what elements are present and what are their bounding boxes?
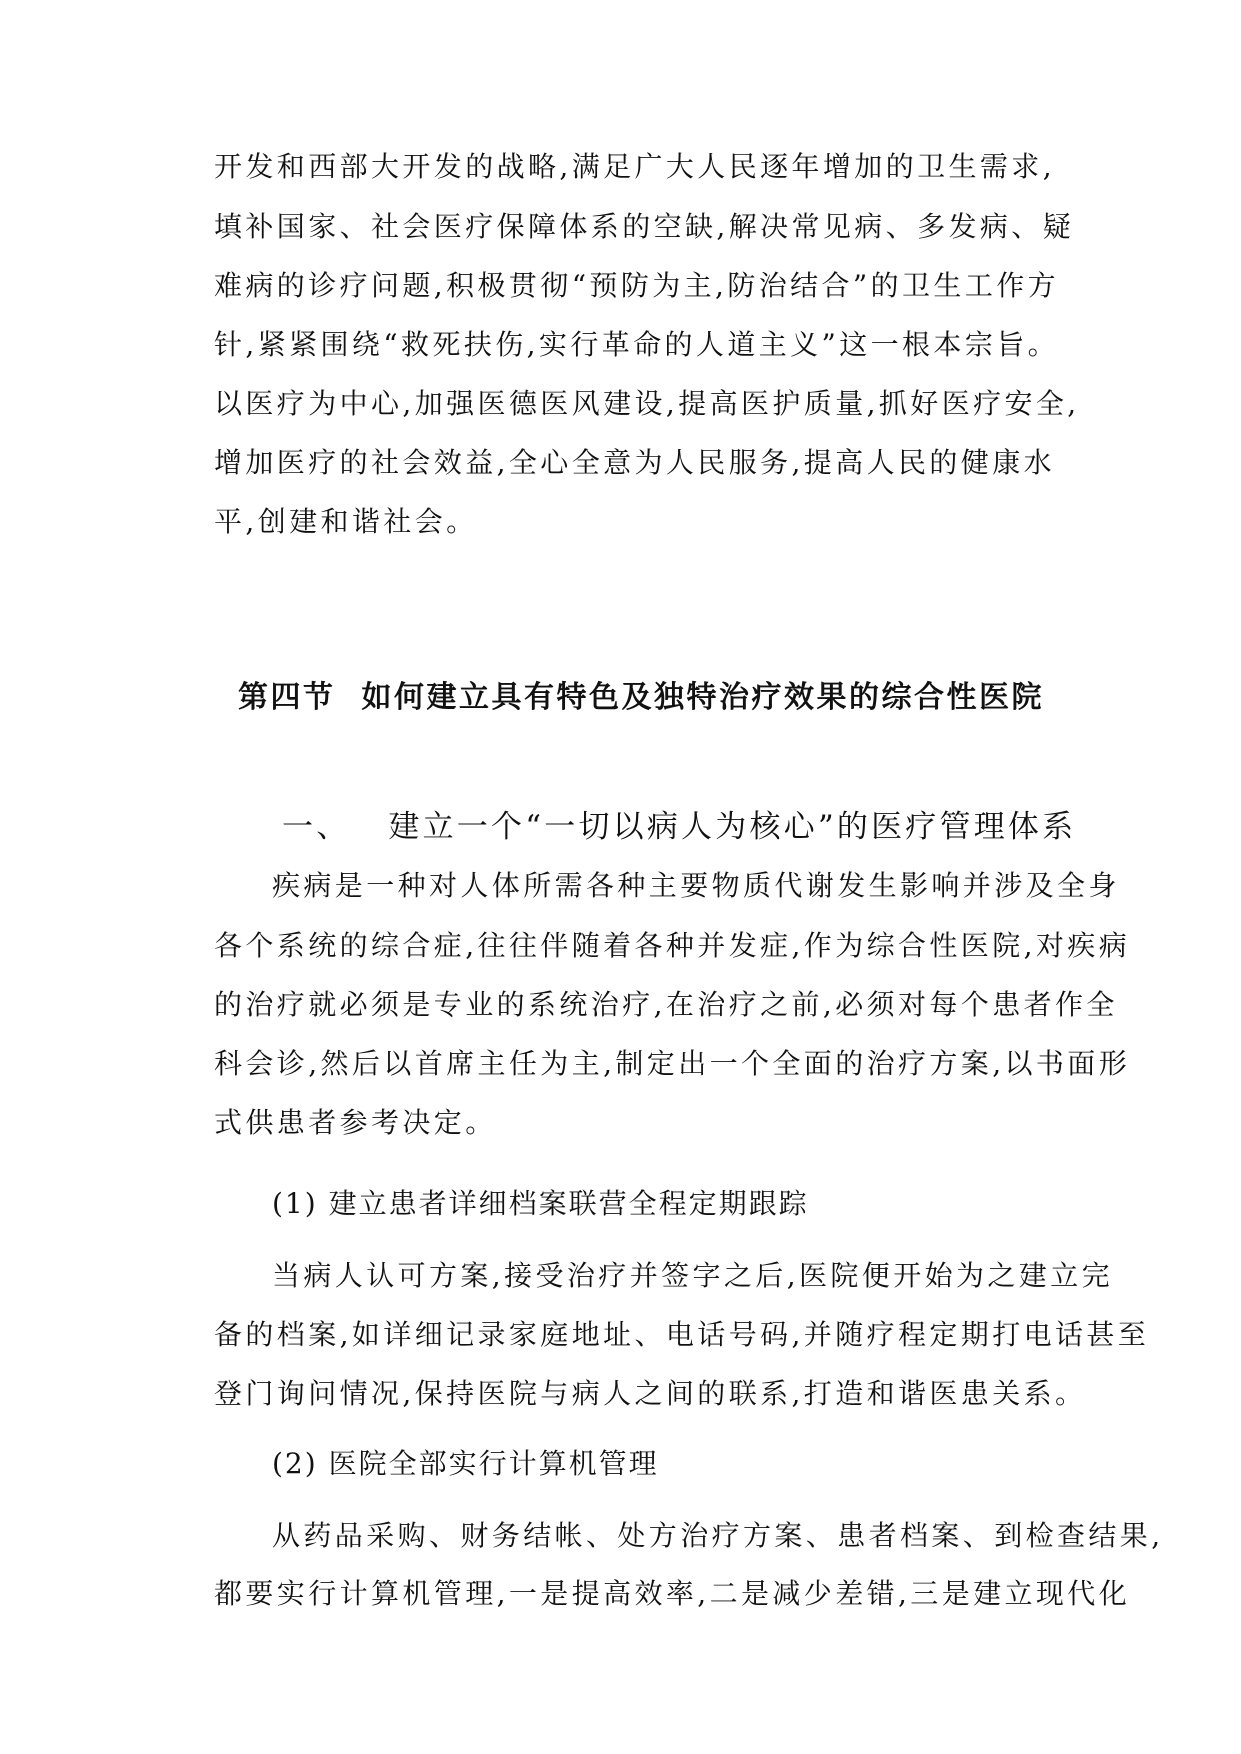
paragraph-line: 科会诊,然后以首席主任为主,制定出一个全面的治疗方案,以书面形 [214, 1047, 1131, 1080]
body-text-line: 增加医疗的社会效益,全心全意为人民服务,提高人民的健康水 [214, 446, 1056, 479]
body-text-line: 以医疗为中心,加强医德医风建设,提高医护质量,抓好医疗安全, [214, 387, 1080, 420]
section-label: 第四节 [238, 680, 336, 715]
section-title: 如何建立具有特色及独特治疗效果的综合性医院 [361, 680, 1044, 715]
paragraph-line: 都要实行计算机管理,一是提高效率,二是减少差错,三是建立现代化 [214, 1577, 1131, 1610]
paragraph-line: 各个系统的综合症,往往伴随着各种并发症,作为综合性医院,对疾病 [214, 929, 1131, 962]
paragraph-line: 登门询问情况,保持医院与病人之间的联系,打造和谐医患关系。 [214, 1377, 1087, 1410]
subsection-number: 一、 [282, 809, 351, 845]
subsection-heading [282, 809, 1077, 845]
paragraph-line: 的治疗就必须是专业的系统治疗,在治疗之前,必须对每个患者作全 [214, 988, 1118, 1021]
paragraph-line: 当病人认可方案,接受治疗并签字之后,医院便开始为之建立完 [272, 1259, 1114, 1292]
body-text-line: 填补国家、社会医疗保障体系的空缺,解决常见病、多发病、疑 [214, 210, 1075, 243]
body-text-line: 开发和西部大开发的战略,满足广大人民逐年增加的卫生需求, [214, 150, 1056, 183]
list-item-heading: (1) 建立患者详细档案联营全程定期跟踪 [272, 1187, 809, 1220]
paragraph-line: 疾病是一种对人体所需各种主要物质代谢发生影响并涉及全身 [272, 869, 1120, 902]
subsection-title: 建立一个“一切以病人为核心”的医疗管理体系 [388, 809, 1077, 845]
body-text-line: 针,紧紧围绕“救死扶伤,实行革命的人道主义”这一根本宗旨。 [214, 328, 1060, 361]
paragraph-line: 从药品采购、财务结帐、处方治疗方案、患者档案、到检查结果, [272, 1519, 1164, 1552]
body-text-line: 难病的诊疗问题,积极贯彻“预防为主,防治结合”的卫生工作方 [214, 269, 1060, 302]
paragraph-line: 式供患者参考决定。 [214, 1106, 497, 1139]
list-item-heading: (2) 医院全部实行计算机管理 [272, 1447, 659, 1480]
section-heading [238, 680, 1044, 715]
paragraph-line: 备的档案,如详细记录家庭地址、电话号码,并随疗程定期打电话甚至 [214, 1318, 1150, 1351]
body-text-line: 平,创建和谐社会。 [214, 505, 478, 538]
